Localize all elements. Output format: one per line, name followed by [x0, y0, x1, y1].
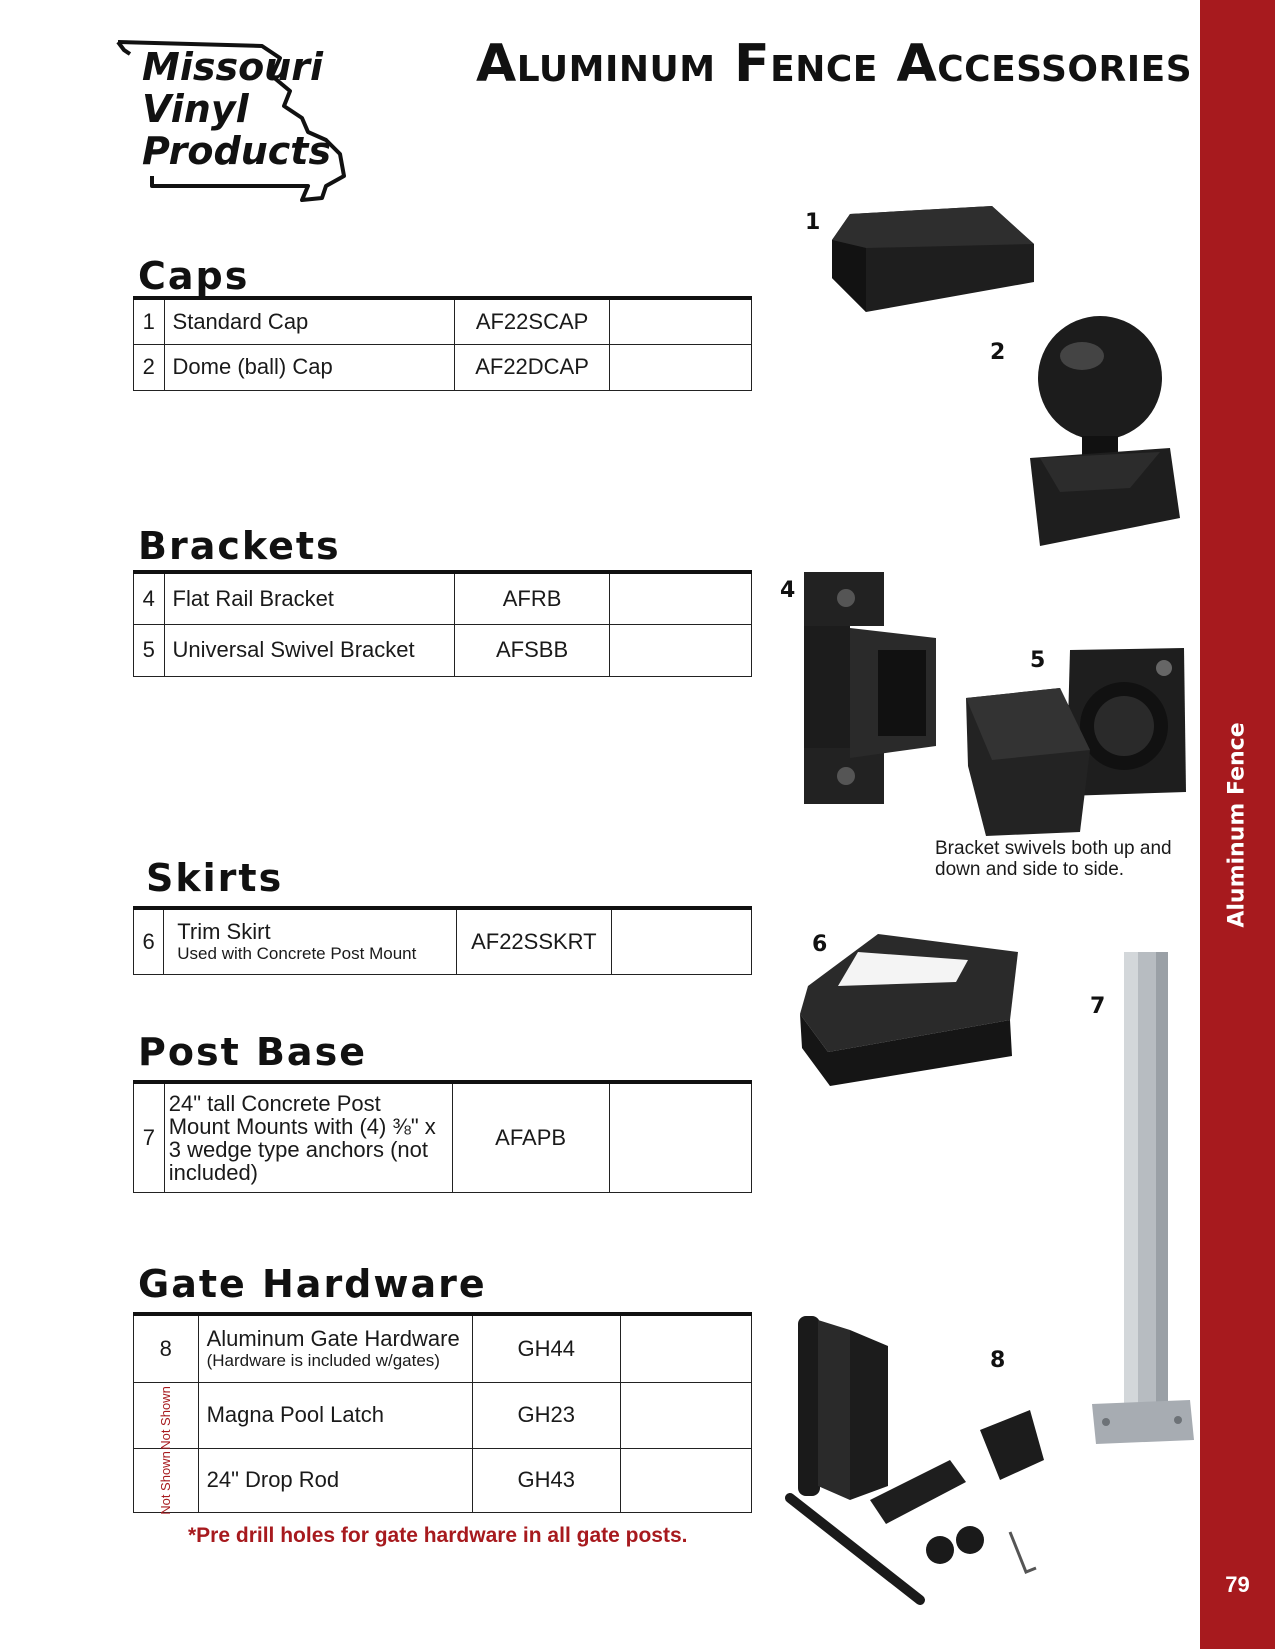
- item-code: GH23: [472, 1382, 620, 1448]
- swivel-bracket-image: [962, 646, 1190, 838]
- table-row: [134, 1382, 752, 1448]
- item-description-cell: [164, 908, 457, 974]
- section-heading-gate-hardware: Gate Hardware: [138, 1262, 487, 1306]
- item-note: (Hardware is included w/gates): [206, 1351, 440, 1371]
- item-code: AFSBB: [454, 624, 610, 676]
- item-code: AFRB: [454, 572, 610, 624]
- trim-skirt-image: [798, 930, 1028, 1090]
- item-code: AF22DCAP: [454, 344, 610, 390]
- table-row: [134, 298, 752, 344]
- item-number: 2: [134, 344, 165, 390]
- blank-cell: [620, 1314, 751, 1382]
- standard-cap-image: [822, 186, 1052, 316]
- flat-rail-bracket-image: [796, 568, 946, 808]
- item-description: Standard Cap: [164, 298, 454, 344]
- table-row: [134, 344, 752, 390]
- blank-cell: [610, 572, 752, 624]
- gate-hardware-image: [770, 1310, 1070, 1620]
- not-shown-label: Not Shown: [157, 1386, 173, 1450]
- item-code: GH43: [472, 1448, 620, 1512]
- logo-word-2: Vinyl: [142, 87, 249, 131]
- blank-cell: [610, 344, 752, 390]
- gate-footnote: *Pre drill holes for gate hardware in all gate posts.: [188, 1524, 688, 1547]
- post-base-table: [133, 1080, 752, 1193]
- not-shown-cell: [134, 1382, 199, 1448]
- post-mount-image: [1086, 948, 1196, 1468]
- section-heading-skirts: Skirts: [146, 856, 284, 900]
- blank-cell: [620, 1448, 751, 1512]
- item-description: Dome (ball) Cap: [164, 344, 454, 390]
- item-number: 7: [134, 1082, 165, 1192]
- item-note: Used with Concrete Post Mount: [177, 944, 417, 964]
- bracket-caption: Bracket swivels both up and down and side to side.: [935, 838, 1172, 880]
- caps-table: [133, 296, 752, 391]
- item-code: GH44: [472, 1314, 620, 1382]
- section-heading-caps: Caps: [138, 254, 250, 298]
- blank-cell: [609, 1082, 751, 1192]
- callout-1: 1: [805, 210, 821, 235]
- item-description: 24" tall Concrete Post Mount Mounts with (4) ⅜" x 3 wedge type anchors (not included): [164, 1082, 452, 1192]
- item-code: AF22SSKRT: [457, 908, 612, 974]
- callout-4: 4: [780, 578, 796, 603]
- item-number: 6: [134, 908, 164, 974]
- section-heading-post-base: Post Base: [138, 1030, 367, 1074]
- blank-cell: [620, 1382, 751, 1448]
- item-number: 1: [134, 298, 165, 344]
- not-shown-label: Not Shown: [157, 1451, 173, 1515]
- callout-2: 2: [990, 340, 1006, 365]
- skirts-table: [133, 906, 752, 975]
- page-number: 79: [1225, 1572, 1250, 1597]
- item-number: 5: [134, 624, 165, 676]
- callout-6: 6: [812, 932, 828, 957]
- table-row: [134, 1448, 752, 1512]
- section-heading-brackets: Brackets: [138, 524, 341, 568]
- logo-word-3: Products: [142, 129, 332, 173]
- callout-7: 7: [1090, 994, 1106, 1019]
- callout-5: 5: [1030, 648, 1046, 673]
- item-description: 24" Drop Rod: [198, 1448, 472, 1512]
- blank-cell: [611, 908, 751, 974]
- item-description: Universal Swivel Bracket: [164, 624, 454, 676]
- item-number: 8: [134, 1314, 199, 1382]
- brackets-table: [133, 570, 752, 677]
- blank-cell: [610, 298, 752, 344]
- gate-hardware-table: [133, 1312, 752, 1513]
- item-code: AF22SCAP: [454, 298, 610, 344]
- not-shown-cell: [134, 1448, 199, 1515]
- callout-8: 8: [990, 1348, 1006, 1373]
- item-code: AFAPB: [452, 1082, 609, 1192]
- blank-cell: [610, 624, 752, 676]
- table-row: [134, 1082, 752, 1192]
- item-number: 4: [134, 572, 165, 624]
- company-logo: [112, 36, 372, 206]
- logo-word-1: Missouri: [142, 45, 324, 89]
- item-description: Trim Skirt: [177, 919, 271, 945]
- sidebar-label: Aluminum Fence: [1224, 722, 1250, 928]
- item-description: Magna Pool Latch: [198, 1382, 472, 1448]
- item-description: Flat Rail Bracket: [164, 572, 454, 624]
- item-description-cell: [198, 1314, 472, 1382]
- table-row: [134, 572, 752, 624]
- table-row: [134, 908, 752, 974]
- table-row: [134, 1314, 752, 1382]
- page-title: Aluminum Fence Accessories: [476, 34, 1193, 94]
- table-row: [134, 624, 752, 676]
- dome-cap-image: [1020, 308, 1185, 548]
- item-description: Aluminum Gate Hardware: [206, 1326, 460, 1352]
